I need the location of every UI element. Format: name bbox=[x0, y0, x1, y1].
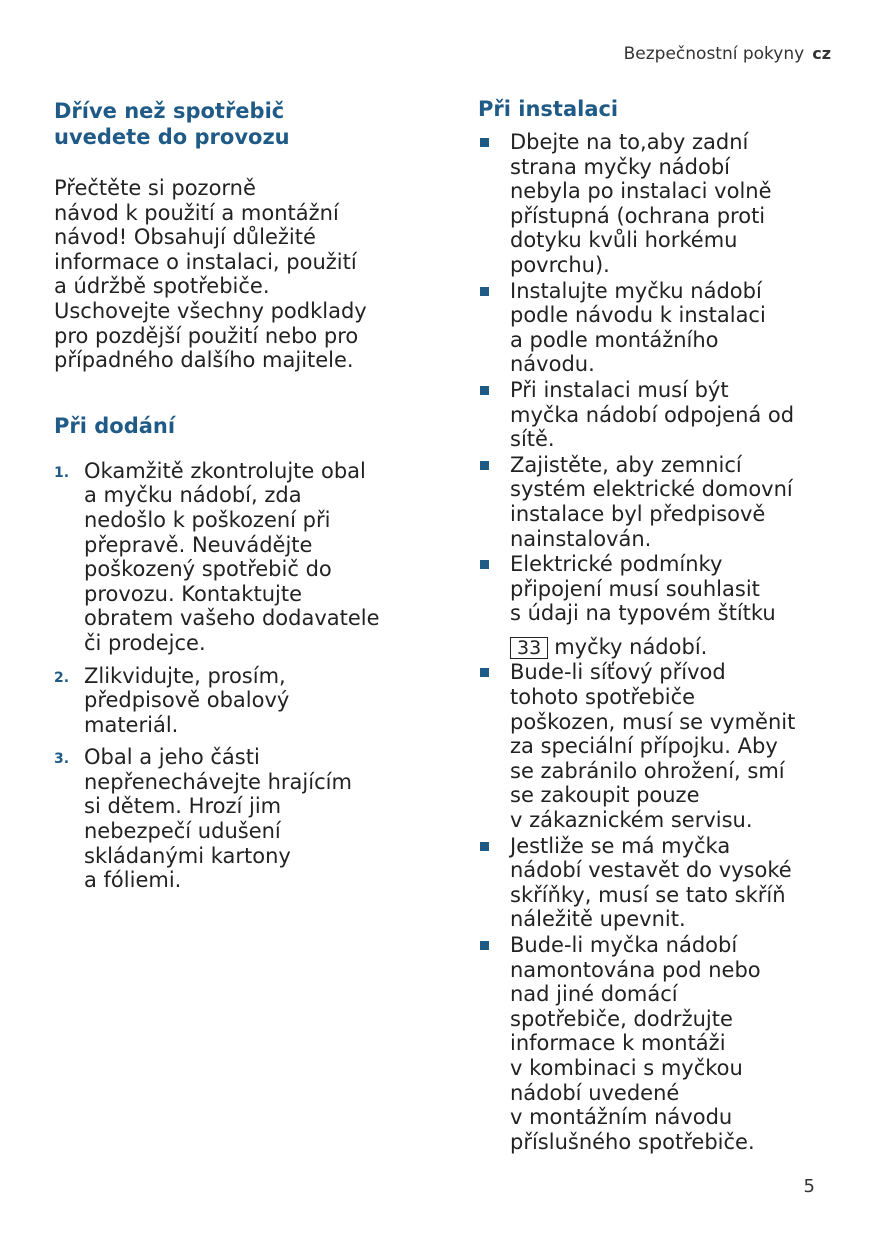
bullet-square-icon bbox=[480, 138, 489, 147]
list-item: Jestliže se má myčka nádobí vestavět do vysoké skříňky, musí se tato skříň náležitě upevnit. bbox=[478, 834, 848, 932]
bullet-square-icon bbox=[480, 941, 489, 950]
list-item: Dbejte na to,aby zadní strana myčky nádobí nebyla po instalaci volně přístupná (ochrana proti dotyku kvůli horkému povrchu). bbox=[478, 130, 848, 278]
right-column bbox=[478, 96, 848, 1155]
before-use-heading: Dříve než spotřebič uvedete do provozu bbox=[54, 99, 290, 149]
installation-bullets bbox=[478, 130, 848, 1154]
step-number: 2. bbox=[54, 669, 70, 686]
list-item: Instalujte myčku nádobí podle návodu k instalaci a podle montážního návodu. bbox=[478, 279, 848, 377]
intro-paragraph: Přečtěte si pozorně návod k použití a montážní návod! Obsahují důležité informace o instalaci, použití a údržbě spotřebiče. Uschovejte všechny podklady pro pozdější použití nebo pro případného dalšího majitele. bbox=[54, 176, 367, 373]
bullet-square-icon bbox=[480, 560, 489, 569]
list-item: 3. Obal a jeho části nepřenechávejte hrajícím si dětem. Hrozí jim nebezpečí udušení skládanými kartony a fóliemi. bbox=[54, 745, 352, 893]
bullet-square-icon bbox=[480, 386, 489, 395]
bullet-square-icon bbox=[480, 668, 489, 677]
list-item: Bude-li myčka nádobí namontována pod nebo nad jiné domácí spotřebiče, dodržujte informace k montáži v kombinaci s myčkou nádobí uvedené v montážním návodu příslušného spotřebiče. bbox=[478, 933, 848, 1154]
list-item: Zajistěte, aby zemnicí systém elektrické domovní instalace byl předpisově nainstalován. bbox=[478, 453, 848, 551]
list-item: 1. Okamžitě zkontrolujte obal a myčku nádobí, zda nedošlo k poškození při přepravě. Neuvádějte poškozený spotřebič do provozu. Kontaktujte obratem vašeho dodavatele či prodejce. bbox=[54, 458, 380, 655]
running-header bbox=[624, 44, 831, 64]
list-item: Elektrické podmínky připojení musí souhlasit s údaji na typovém štítku 33 myčky nádobí. bbox=[478, 552, 848, 659]
figure-reference-box: 33 bbox=[510, 637, 548, 659]
list-item: Bude-li síťový přívod tohoto spotřebiče poškozen, musí se vyměnit za speciální přípojku. Aby se zabránilo ohrožení, smí se zakoupit pouze v zákaznickém servisu. bbox=[478, 660, 848, 832]
bullet-square-icon bbox=[480, 287, 489, 296]
list-item: 2. Zlikvidujte, prosím, předpisově obalový materiál. bbox=[54, 663, 290, 737]
bullet-square-icon bbox=[480, 842, 489, 851]
installation-heading: Při instalaci bbox=[478, 97, 619, 121]
page-number: 5 bbox=[803, 1176, 815, 1197]
bullet-square-icon bbox=[480, 461, 489, 470]
language-code: cz bbox=[812, 44, 831, 63]
list-item: Při instalaci musí být myčka nádobí odpojená od sítě. bbox=[478, 378, 848, 452]
step-number: 3. bbox=[54, 751, 70, 768]
delivery-heading: Při dodání bbox=[54, 413, 176, 438]
delivery-steps bbox=[54, 459, 424, 893]
section-title: Bezpečnostní pokyny bbox=[623, 44, 805, 64]
left-column bbox=[54, 96, 424, 901]
step-number: 1. bbox=[54, 464, 70, 481]
